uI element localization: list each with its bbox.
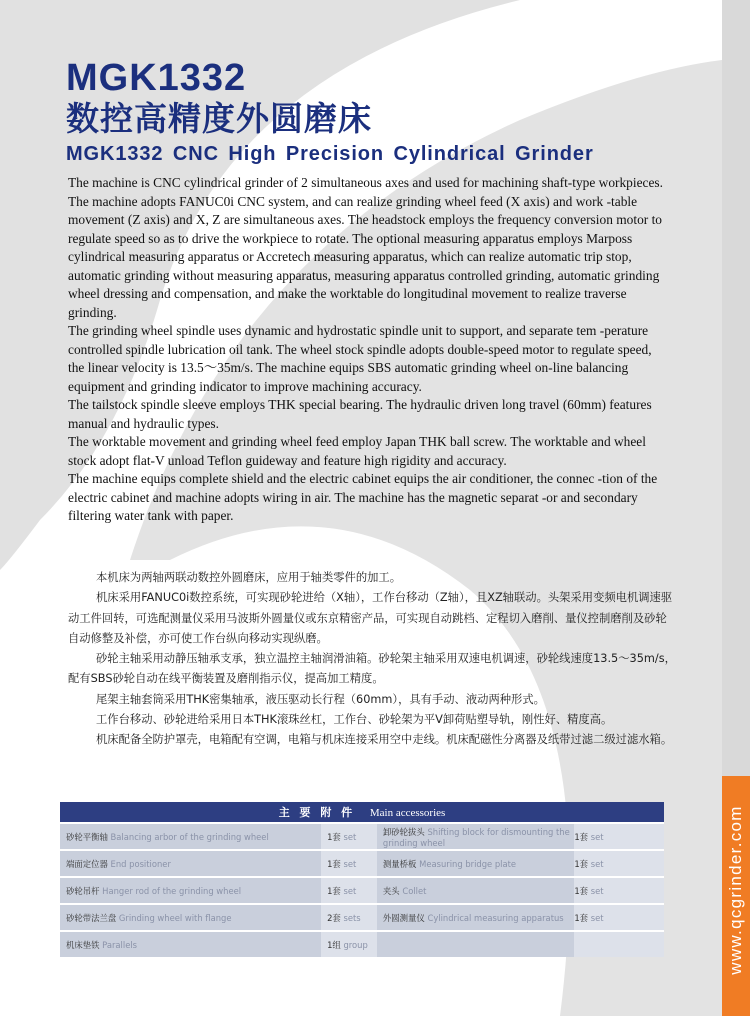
accessories-header [60, 802, 664, 823]
english-description [68, 174, 668, 526]
model-number: MGK1332 [66, 57, 247, 99]
en-paragraph: The machine is CNC cylindrical grinder of 2 simultaneous axes and used for machining shaft-type workpieces. [68, 175, 663, 190]
accessory-name: 砂轮带法兰盘 Grinding wheel with flange [60, 904, 321, 931]
en-paragraph: The grinding wheel spindle uses dynamic and hydrostatic spindle unit to support, and separate tem -perature controlled spindle lubrication oil tank. The wheel stock spindle adopts double-speed motor to regulate speed, the linear velocity is 13.5～35m/s. The machine equips SBS automatic grinding wheel on-line balancing equipment and grinding indicator to improve machining accuracy. [68, 323, 652, 394]
accessory-name: 砂轮平衡轴 Balancing arbor of the grinding wheel [60, 823, 321, 850]
cn-paragraph: 砂轮主轴采用动静压轴承支承，独立温控主轴润滑油箱。砂轮架主轴采用双速电机调速，砂轮线速度13.5～35m/s，配有SBS砂轮自动在线平衡装置及磨削指示仪，提高加工精度。 [68, 652, 676, 686]
accessory-name: 端面定位器 End positioner [60, 850, 321, 877]
accessories-table [60, 802, 664, 957]
accessory-name: 外圆测量仪 Cylindrical measuring apparatus [377, 904, 574, 931]
accessory-name: 卸砂轮拔头 Shifting block for dismounting the grinding wheel [377, 823, 574, 850]
website-url[interactable]: www.qcgrinder.com [726, 805, 745, 975]
cn-paragraph: 尾架主轴套筒采用THK密集轴承，液压驱动长行程（60mm），具有手动、液动两种形式。 [96, 692, 545, 706]
cn-paragraph: 机床采用FANUC0i数控系统，可实现砂轮进给（X轴），工作台移动（Z轴），且XZ轴联动。头架采用变频电机调速驱动工件回转，可选配测量仪采用马波斯外圆量仪或东京精密产品，可实现自动跳档、定程切入磨削、量仪控制磨削及砂轮自动修整及补偿，亦可使工作台纵向移动实现纵磨。 [68, 591, 673, 645]
accessories-header-en: Main accessories [369, 807, 446, 819]
title-chinese: 数控高精度外圆磨床 [66, 99, 372, 138]
accessory-qty: 1套 set [574, 904, 664, 931]
accessory-name [377, 931, 574, 957]
title-block [66, 58, 594, 168]
accessory-qty: 1套 set [321, 823, 377, 850]
accessories-header-cn: 主 要 附 件 [278, 806, 356, 819]
title-english: MGK1332 CNC High Precision Cylindrical Grinder [66, 143, 594, 165]
accessory-qty: 1套 set [321, 850, 377, 877]
table-row [60, 850, 664, 877]
accessory-name: 夹头 Collet [377, 877, 574, 904]
table-row [60, 877, 664, 904]
table-row [60, 904, 664, 931]
table-row [60, 931, 664, 957]
cn-paragraph: 机床配备全防护罩壳，电箱配有空调，电箱与机床连接采用空中走线。机床配磁性分离器及纸带过滤二级过滤水箱。 [96, 733, 673, 747]
cn-paragraph: 工作台移动、砂轮进给采用日本THK滚珠丝杠，工作台、砂轮架为平V卸荷贴塑导轨，刚性好、精度高。 [96, 713, 613, 727]
accessory-qty: 1组 group [321, 931, 377, 957]
accessory-qty: 1套 set [574, 877, 664, 904]
chinese-description [68, 568, 678, 751]
table-row [60, 823, 664, 850]
accessory-qty: 1套 set [574, 823, 664, 850]
accessory-name: 砂轮吊杆 Hanger rod of the grinding wheel [60, 877, 321, 904]
en-paragraph: The worktable movement and grinding wheel feed employ Japan THK ball screw. The worktable and wheel stock adopt flat-V unload Teflon guideway and feature high rigidity and accuracy. [68, 434, 646, 468]
en-paragraph: The tailstock spindle sleeve employs THK special bearing. The hydraulic driven long travel (60mm) features manual and hydraulic types. [68, 397, 652, 431]
cn-paragraph: 本机床为两轴两联动数控外圆磨床，应用于轴类零件的加工。 [96, 571, 402, 584]
accessory-qty: 2套 sets [321, 904, 377, 931]
accessory-qty [574, 931, 664, 957]
accessory-name: 测量桥板 Measuring bridge plate [377, 850, 574, 877]
accessory-qty: 1套 set [321, 877, 377, 904]
accessory-qty: 1套 set [574, 850, 664, 877]
en-paragraph: The machine adopts FANUC0i CNC system, and can realize grinding wheel feed (X axis) and work -table movement (Z axis) and X, Z are simultaneous axes. The headstock employs the frequency conversion motor to regulate speed so as to drive the workpiece to rotate. The optional measuring apparatus employs Marposs cylindrical measuring apparatus or Accretech measuring apparatus, which can realize automatic trip stop, automatic grinding without measuring apparatus, measuring apparatus controlled grinding, automatic grinding wheel dressing and compensation, and make the worktable do longitudinal movement to realize traverse grinding. [68, 193, 662, 320]
accessory-name: 机床垫铁 Parallels [60, 931, 321, 957]
en-paragraph: The machine equips complete shield and the electric cabinet equips the air conditioner, the connec -tion of the electric cabinet and machine adopts wiring in air. The machine has the magnetic separat -or and secondary filtering water tank with paper. [68, 471, 658, 523]
